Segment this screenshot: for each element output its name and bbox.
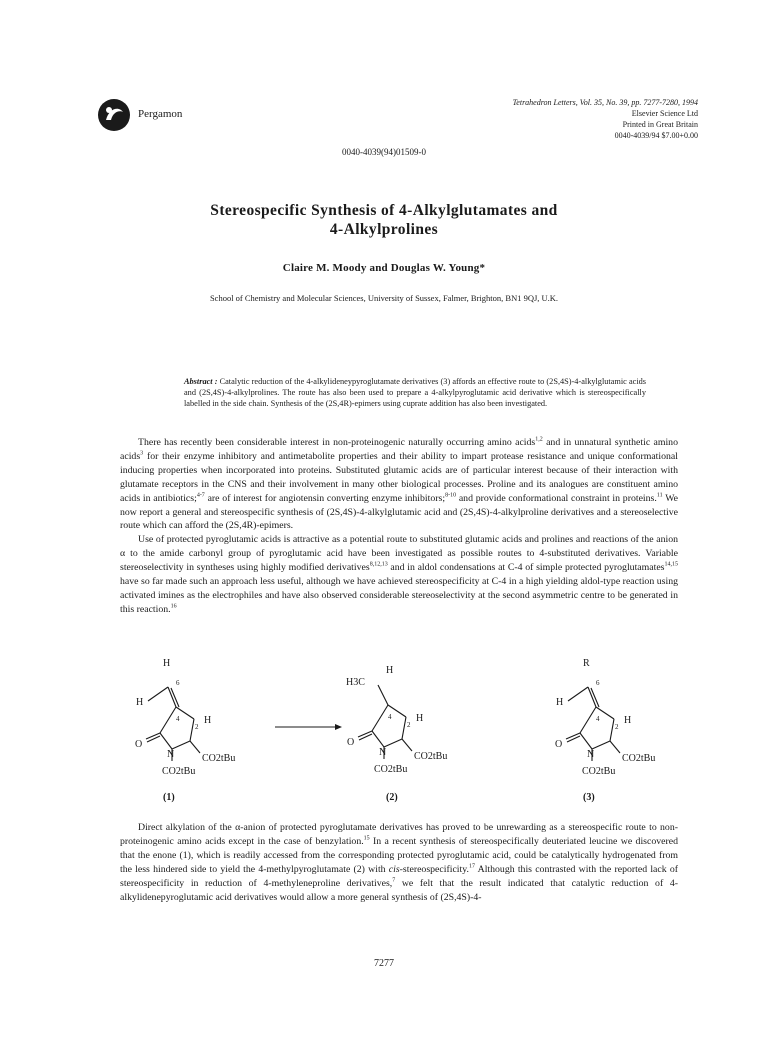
c3-oxygen: O	[555, 739, 563, 750]
paragraph-3	[120, 821, 678, 904]
text-span: -stereospecificity.	[399, 863, 469, 875]
page-number: 7277	[374, 958, 394, 969]
c2-ring-h: H	[416, 713, 424, 724]
abstract-label: Abstract :	[184, 377, 218, 386]
text-span: have so far made such an approach less useful, although we have achieved stereospecificity at C-4 in a high yielding aldol-type reaction using activated imines as the electrophiles and have also observed considerable stereoselectivity at the second asymmetric centre to be generated in this reaction.	[120, 576, 678, 615]
affiliation: School of Chemistry and Molecular Sciences, University of Sussex, Falmer, Brighton, BN1 9QJ, U.K.	[209, 293, 559, 303]
c2-nitrogen: N	[379, 747, 387, 758]
text-span: There has recently been considerable interest in non-proteinogenic naturally occurring amino acids	[138, 437, 536, 448]
c1-oxygen: O	[135, 739, 143, 750]
text-span: and in aldol condensations at C-4 of simple protected pyroglutamates	[387, 562, 665, 574]
title-line-1: Stereospecific Synthesis of 4-Alkylglutamates and	[210, 202, 558, 219]
reference: 8-10	[445, 492, 457, 499]
c3-locant-2: 2	[615, 723, 619, 731]
text-span: In a recent synthesis of stereospecifically deuteriated leucine we discovered that the enone (1), which is readily accessed from the corresponding protected pyroglutamic acid, could be catalytically hydrogenated from the less hindered side to yield the 4-methylpyroglutamate (2) with	[120, 835, 678, 875]
price-line: 0040-4039/94 $7.00+0.00	[614, 131, 698, 140]
italic-term: cis	[388, 863, 400, 875]
reaction-scheme	[110, 657, 670, 805]
c1-nitrogen: N	[167, 749, 175, 760]
printed-line: Printed in Great Britain	[622, 120, 698, 129]
abstract	[184, 376, 646, 410]
reference: 16	[170, 603, 177, 610]
text-span: We now report a general and stereospecific synthesis of (2S,4S)-4-alkylglutamic acid and (2S,4S)-4-alkylproline derivatives and a stereoselective route which can afford the (2S,4R)-epimers.	[120, 492, 679, 532]
c3-side-atom: H	[556, 697, 564, 708]
publisher-line: Elsevier Science Ltd	[631, 109, 698, 118]
c1-locant-2: 2	[195, 723, 199, 731]
journal-name-line: Tetrahedron Letters, Vol. 35, No. 39, pp. 7277-7280, 1994	[512, 98, 698, 107]
journal-citation	[398, 97, 698, 141]
paragraph-2	[120, 533, 678, 616]
c3-label: (3)	[583, 792, 595, 803]
body-top	[120, 436, 678, 617]
c3-locant-4: 4	[596, 715, 600, 723]
c1-n-ester: CO2tBu	[162, 766, 196, 777]
reference: 7	[392, 877, 396, 884]
c3-locant-6: 6	[596, 679, 600, 687]
article-title	[120, 201, 648, 239]
reference: 17	[468, 863, 475, 870]
text-span: and provide conformational constraint in proteins.	[456, 492, 657, 504]
publisher-logo	[97, 98, 131, 132]
text-span: Direct alkylation of the α-anion of protected pyroglutamate derivatives has proved to be unrewarding as a stereospecific route to non-proteinogenic amino acids except in the case of benzylation.	[120, 822, 678, 847]
text-span: are of interest for angiotensin converting enzyme inhibitors;	[204, 492, 446, 504]
body-bottom	[120, 821, 678, 904]
c2-methyl: H3C	[346, 677, 365, 688]
reference: 14,15	[664, 561, 678, 568]
publisher-name: Pergamon	[138, 108, 183, 120]
text-span: Use of protected pyroglutamic acids is attractive as a potential route to substituted glutamic acids and prolines and reactions of the anion α to the amide carbonyl group of pyroglutamic acid have been investigated as possible routes to 4-substituted derivatives. Variable stereoselectivity in syntheses using highly modified derivatives	[120, 534, 678, 574]
reference: 4-7	[196, 492, 205, 499]
c1-label: (1)	[163, 792, 175, 803]
text-span: we felt that the result indicated that catalytic reduction of 4-alkylidenepyroglutamic acid derivatives would allow a more general synthesis of (2S,4S)-4-	[120, 877, 678, 903]
reference: 3	[140, 450, 144, 457]
c3-top-group: R	[583, 658, 590, 669]
c3-n-ester: CO2tBu	[582, 766, 616, 777]
c2-locant-2: 2	[407, 721, 411, 729]
reference: 8,12,13	[369, 561, 388, 568]
c1-ring-h: H	[204, 715, 212, 726]
c1-locant-6: 6	[176, 679, 180, 687]
c2-n-ester: CO2tBu	[374, 764, 408, 775]
c3-ring-h: H	[624, 715, 632, 726]
c2-ester: CO2tBu	[414, 751, 448, 762]
c3-ester: CO2tBu	[622, 753, 656, 764]
authors: Claire M. Moody and Douglas W. Young*	[282, 262, 486, 274]
reference: 1,2	[535, 436, 543, 443]
paragraph-1	[120, 436, 678, 533]
c2-label: (2)	[386, 792, 398, 803]
text-span: Although this contrasted with the reported lack of stereospecificity in reduction of 4-methyleneproline derivatives,	[120, 863, 679, 889]
c1-locant-4: 4	[176, 715, 180, 723]
reference: 11	[656, 492, 663, 499]
abstract-text: Catalytic reduction of the 4-alkylideneypyroglutamate derivatives (3) affords an effective route to (2S,4S)-4-alkylglutamic acids and (2S,4S)-4-alkylprolines. The route has also been used to prepare a 4-alkylpyroglutamic acid derivative which is stereospecifically labelled in the side chain. Synthesis of the (2S,4R)-epimers using cuprate addition has also been investigated.	[184, 377, 647, 409]
c1-side-atom: H	[136, 697, 144, 708]
c2-c4-h: H	[386, 665, 394, 676]
c1-ester: CO2tBu	[202, 753, 236, 764]
title-line-2: 4-Alkylprolines	[329, 221, 439, 238]
c2-oxygen: O	[347, 737, 355, 748]
article-doi: 0040-4039(94)01509-0	[342, 147, 426, 157]
c2-locant-4: 4	[388, 713, 392, 721]
text-span: and in unnatural synthetic amino acids	[120, 437, 678, 462]
text-span: for their enzyme inhibitory and antimetabolite properties and their ability to impart protease resistance and unique conformational inducing properties when incorporated into proteins. Substituted glutamic acids are of particular interest because of their interaction with glutamate receptors in the CNS and their involvement in many other biological processes. Proline and its analogues are constituent amino acids in antibiotics;	[120, 450, 678, 504]
c3-nitrogen: N	[587, 749, 595, 760]
reference: 15	[363, 835, 370, 842]
c1-top-atom: H	[163, 658, 171, 669]
